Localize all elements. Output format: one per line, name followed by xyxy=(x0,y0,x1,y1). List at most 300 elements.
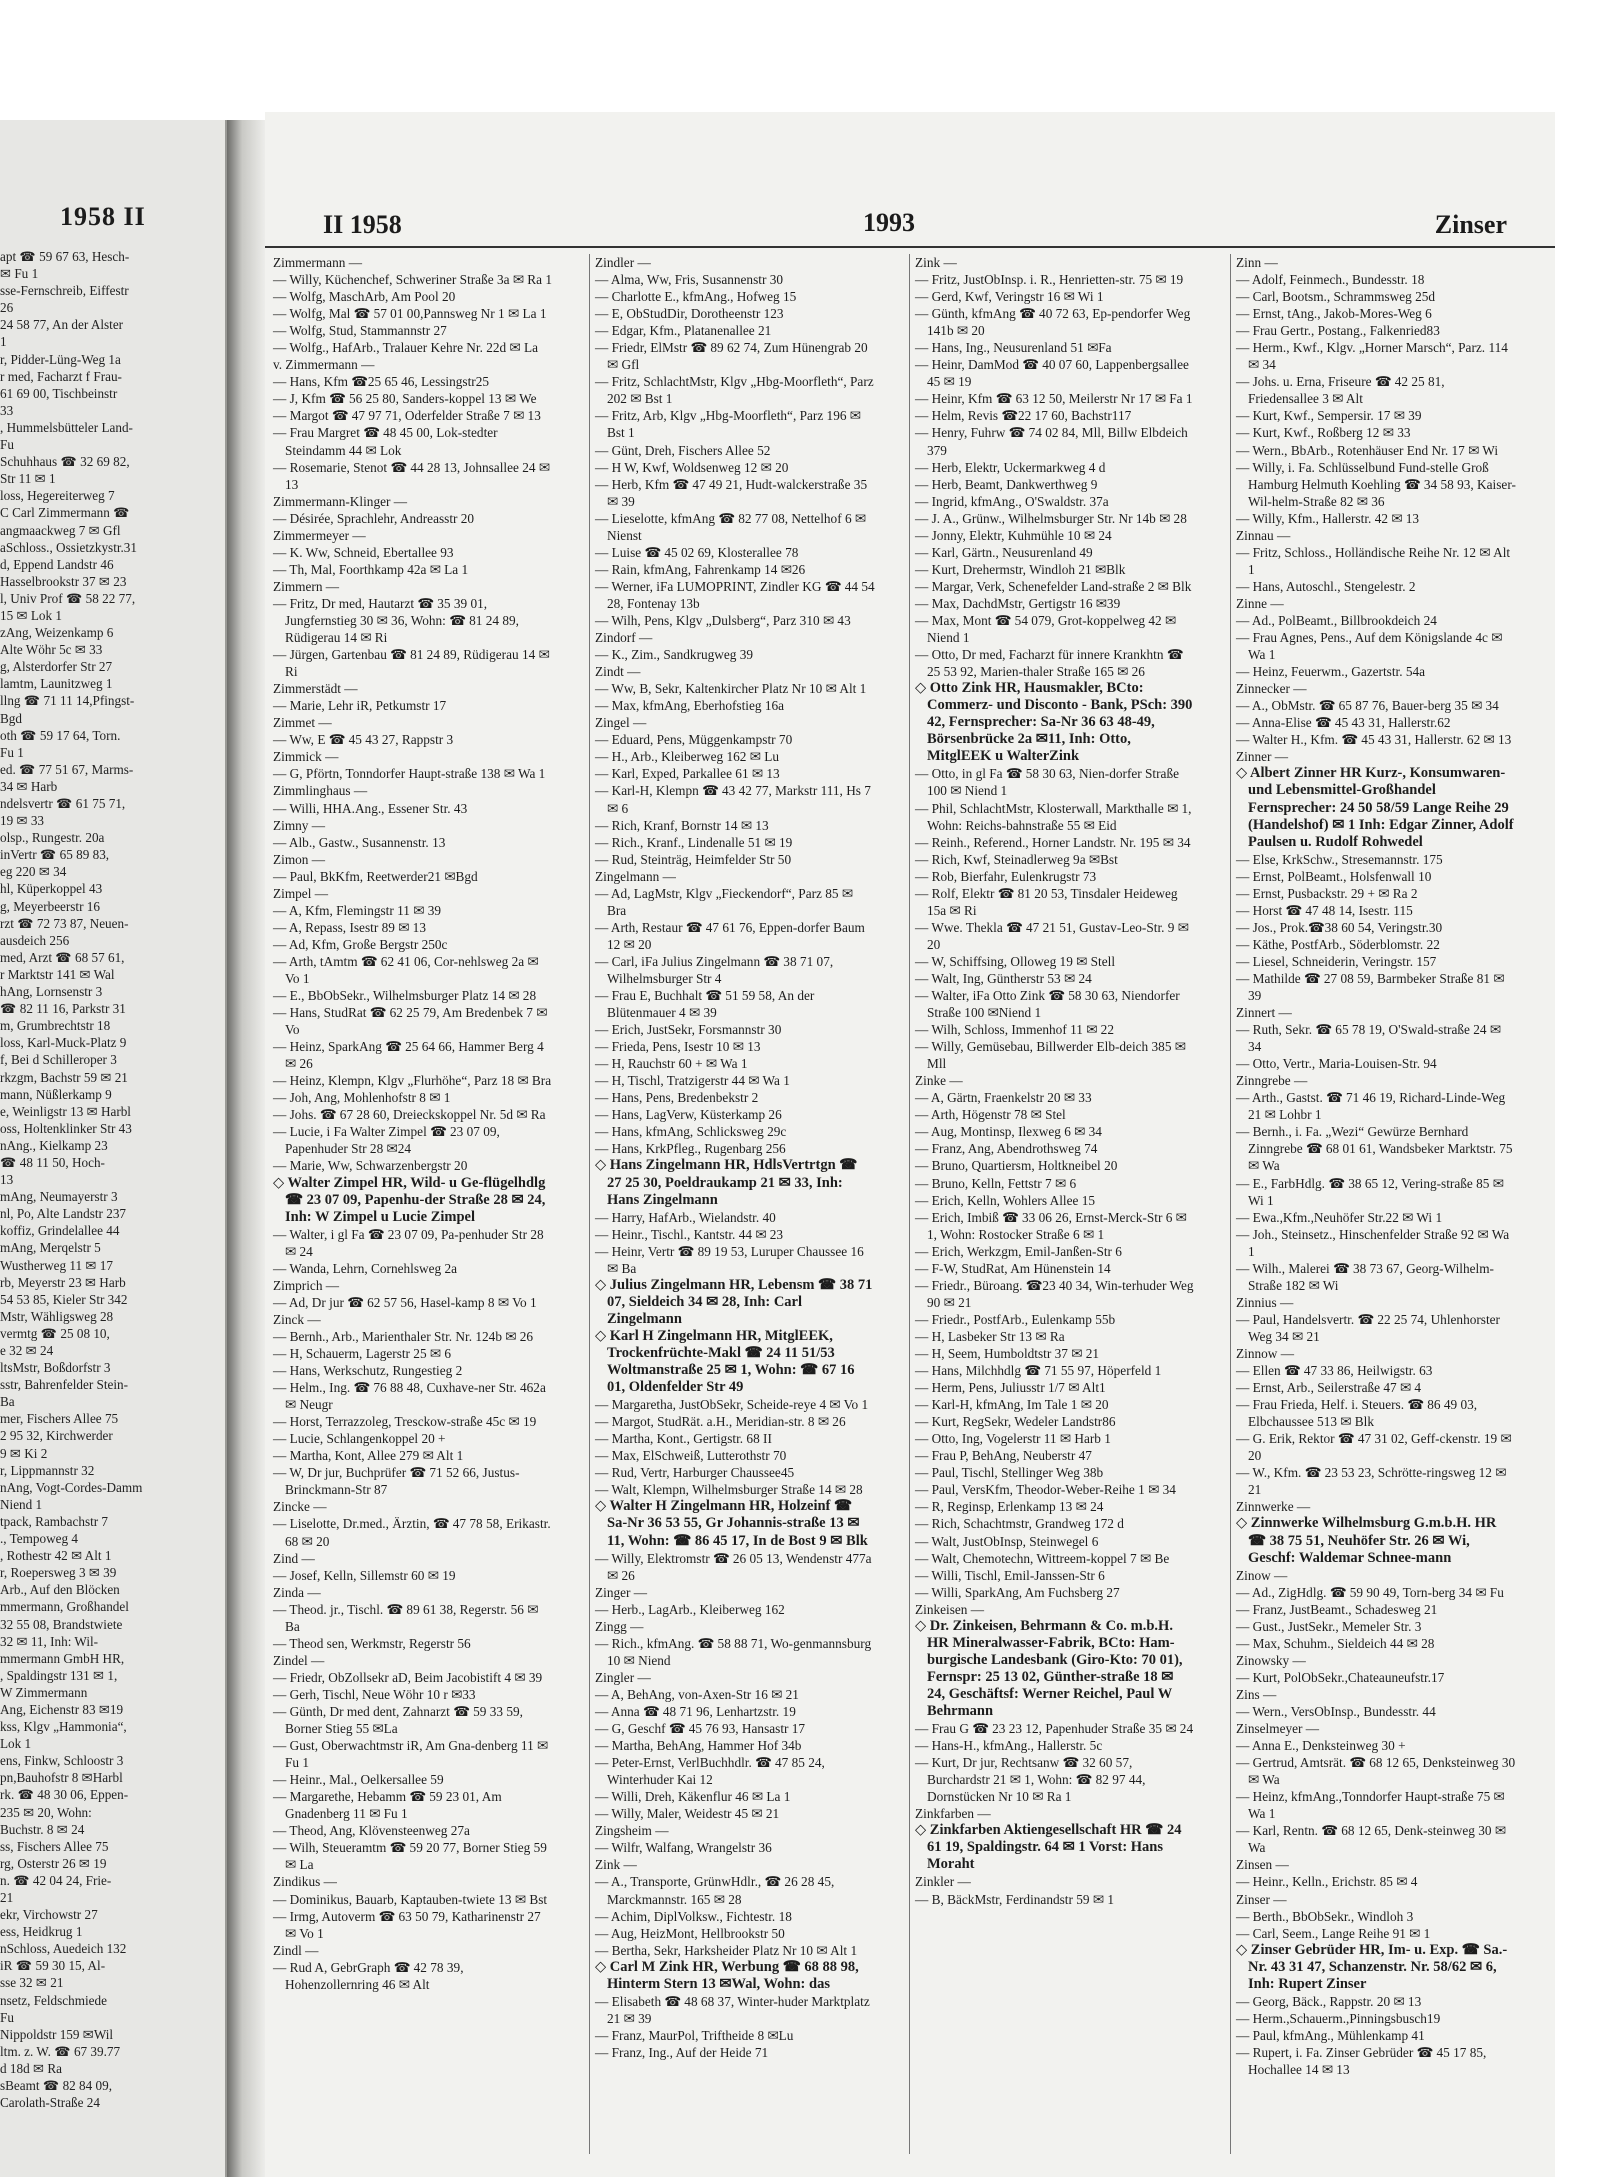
directory-entry: — Arth, tAmtm ☎ 62 41 06, Cor-nehlsweg 2a ✉ Vo 1 xyxy=(273,953,542,986)
left-page-line: r, Roepersweg 3 ✉ 39 xyxy=(0,1565,117,1581)
left-page-line: ., Tempoweg 4 xyxy=(0,1531,78,1547)
left-page-line: Mstr, Wähligsweg 28 xyxy=(0,1308,114,1324)
surname-heading: Zimon — xyxy=(273,851,326,867)
directory-entry: — Margot, StudRät. a.H., Meridian-str. 8 ✉ 26 xyxy=(595,1414,846,1430)
directory-entry: — Theod. jr., Tischl. ☎ 89 61 38, Regerstr. 56 ✉ Ba xyxy=(273,1601,542,1634)
left-page-line: 33 xyxy=(0,402,14,418)
directory-entry: — Fritz, Dr med, Hautarzt ☎ 35 39 01, Jungfernstieg 30 ✉ 36, Wohn: ☎ 81 24 89, Rüdigerau 14 ✉ Ri xyxy=(273,595,523,646)
left-page-line: hl, Küperkoppel 43 xyxy=(0,881,103,897)
directory-entry: — H, Schauerm, Lagerstr 25 ✉ 6 xyxy=(273,1346,452,1361)
directory-entry: — Alb., Gastw., Susannenstr. 13 xyxy=(273,834,446,850)
directory-entry: — Ad., ZigHdlg. ☎ 59 90 49, Torn-berg 34 ✉ Fu xyxy=(1236,1584,1504,1600)
left-page-line: ltsMstr, Boßdorfstr 3 xyxy=(0,1360,111,1376)
left-page-line: mmermann GmbH HR, xyxy=(0,1650,125,1666)
left-page-line: eg 220 ✉ 34 xyxy=(0,864,67,880)
directory-entry: — Ernst, Pusbackstr. 29 + ✉ Ra 2 xyxy=(1236,885,1418,901)
directory-entry: — Karl-H, kfmAng, Im Tale 1 ✉ 20 xyxy=(915,1397,1109,1413)
surname-heading: Zimmermann — xyxy=(273,255,362,270)
left-page-line: C Carl Zimmermann ☎ xyxy=(0,505,130,521)
directory-entry: — H W, Kwf, Woldsenweg 12 ✉ 20 xyxy=(595,459,789,475)
directory-entry: ◇ Dr. Zinkeisen, Behrmann & Co. m.b.H. HR Mineralwasser-Fabrik, BCto: Ham-burgische Landesbank (Giro-Kto: 70 01), Fernspr: 25 13 02, Günther-straße 18 ✉ 24, Geschäftsf: Werner Reichel, Paul W Behrmann xyxy=(915,1617,1187,1719)
directory-entry: — Hans, Milchhdlg ☎ 71 55 97, Höperfeld 1 xyxy=(915,1363,1162,1379)
surname-heading: Zinnert — xyxy=(1236,1005,1292,1021)
directory-entry: — Ernst, Arb., Seilerstraße 47 ✉ 4 xyxy=(1236,1380,1422,1396)
surname-heading: Zink — xyxy=(595,1857,637,1873)
directory-entry: — Erich, JustSekr, Forsmannstr 30 xyxy=(595,1022,782,1038)
directory-entry: — Rich, Kranf, Bornstr 14 ✉ 13 xyxy=(595,817,769,833)
surname-heading: Zimmerstädt — xyxy=(273,681,358,697)
directory-entry: — Paul, VersKfm, Theodor-Weber-Reihe 1 ✉ 34 xyxy=(915,1482,1176,1498)
directory-entry: ◇ Zinkfarben Aktiengesellschaft HR ☎ 24 61 19, Spaldingstr. 64 ✉ 1 Vorst: Hans Moraht xyxy=(915,1822,1186,1873)
directory-entry: — Erich, Imbiß ☎ 33 06 26, Ernst-Merck-Str 6 ✉ 1, Wohn: Rostocker Straße 6 ✉ 1 xyxy=(915,1209,1191,1242)
directory-entry: — Frau G ☎ 23 23 12, Papenhuder Straße 35 ✉ 24 xyxy=(915,1721,1194,1737)
directory-entry: — Willy, Maler, Weidestr 45 ✉ 21 xyxy=(595,1806,780,1822)
left-page-line: tpack, Rambachstr 7 xyxy=(0,1513,109,1529)
directory-entry: — Käthe, PostfArb., Söderblomstr. 22 xyxy=(1236,936,1440,952)
directory-entry: — Heinz, Klempn, Klgv „Flurhöhe“, Parz 18 ✉ Bra xyxy=(273,1073,552,1089)
left-page-line: rg, Osterstr 26 ✉ 19 xyxy=(0,1855,107,1871)
directory-entry: — Wern., BbArb., Rotenhäuser End Nr. 17 ✉ Wi xyxy=(1236,442,1499,458)
left-page-line: e, Weinligstr 13 ✉ Harbl xyxy=(0,1103,131,1119)
directory-entry: — Ad, Dr jur ☎ 62 57 56, Hasel-kamp 8 ✉ Vo 1 xyxy=(273,1294,537,1310)
left-page-line: Fu xyxy=(0,2009,14,2025)
directory-entry: — Heinz, SparkAng ☎ 25 64 66, Hammer Berg 4 ✉ 26 xyxy=(273,1039,548,1072)
directory-entry: — Rud A, GebrGraph ☎ 42 78 39, Hohenzollernring 46 ✉ Alt xyxy=(273,1959,467,1992)
directory-entry: — Kurt, Dr jur, Rechtsanw ☎ 32 60 57, Burchardstr 21 ✉ 1, Wohn: ☎ 82 97 44, Dornstücken Nr 10 ✉ Ra 1 xyxy=(915,1755,1149,1805)
directory-entry: — Theod, Ang, Klövensteenweg 27a xyxy=(273,1823,470,1839)
left-page-line: Arb., Auf den Blöcken xyxy=(0,1582,120,1598)
left-page-line: sstr, Bahrenfelder Stein- xyxy=(0,1377,129,1393)
left-page-line: ed. ☎ 77 51 67, Marms- xyxy=(0,761,134,777)
surname-heading: Zingsheim — xyxy=(595,1823,669,1839)
directory-entry: — Charlotte E., kfmAng., Hofweg 15 xyxy=(595,289,797,305)
directory-entry: — Rosemarie, Stenot ☎ 44 28 13, Johnsallee 24 ✉ 13 xyxy=(273,459,554,492)
directory-entry: — Karl, Rentn. ☎ 68 12 65, Denk-steinweg 30 ✉ Wa xyxy=(1236,1823,1510,1856)
directory-entry: — Hans, Kfm ☎25 65 46, Lessingstr25 xyxy=(273,374,490,390)
directory-entry: — Willi, SparkAng, Am Fuchsberg 27 xyxy=(915,1584,1120,1600)
directory-entry: — Otto, Vertr., Maria-Louisen-Str. 94 xyxy=(1236,1056,1437,1072)
left-page-line: Str 11 ✉ 1 xyxy=(0,471,56,487)
left-page-line: Schuhhaus ☎ 32 69 82, xyxy=(0,454,130,470)
directory-entry: — Paul, Tischl, Stellinger Weg 38b xyxy=(915,1465,1104,1481)
left-page-line: rb, Meyerstr 23 ✉ Harb xyxy=(0,1274,126,1290)
directory-entry: ◇ Julius Zingelmann HR, Lebensm ☎ 38 71 07, Sieldeich 34 ✉ 28, Inh: Carl Zingelmann xyxy=(595,1276,876,1327)
left-page-line: e 32 ✉ 24 xyxy=(0,1343,54,1358)
directory-entry: ◇ Zinser Gebrüder HR, Im- u. Exp. ☎ Sa.-Nr. 43 31 47, Schanzenstr. Nr. 58/62 ✉ 6, Inh: Rupert Zinser xyxy=(1236,1941,1508,1992)
left-page-line: iR ☎ 59 30 15, Al- xyxy=(0,1958,106,1974)
surname-heading: Zingel — xyxy=(595,715,647,731)
directory-entry: — Désirée, Sprachlehr, Andreasstr 20 xyxy=(273,510,475,526)
left-page-line: d 18d ✉ Ra xyxy=(0,2060,62,2076)
directory-entry: — Wilfr, Walfang, Wrangelstr 36 xyxy=(595,1840,772,1856)
left-page-line: 2 95 32, Kirchwerder xyxy=(0,1428,113,1444)
directory-entry: — Friedr., Büroang. ☎23 40 34, Win-terhuder Weg 90 ✉ 21 xyxy=(915,1277,1197,1310)
directory-entry: ◇ Walter Zimpel HR, Wild- u Ge-flügelhdlg ☎ 23 07 09, Papenhu-der Straße 28 ✉ 24, Inh: W Zimpel u Lucie Zimpel xyxy=(273,1174,549,1225)
directory-entry: — Bernh., Arb., Marienthaler Str. Nr. 124b ✉ 26 xyxy=(273,1328,534,1344)
directory-entry: ◇ Walter H Zingelmann HR, Holzeinf ☎ Sa-Nr 36 53 55, Gr Johannis-straße 13 ✉11, Wohn: ☎ 86 45 17, In de Bost 9 ✉ Blk xyxy=(595,1498,868,1549)
surname-heading: Zinck — xyxy=(273,1311,321,1327)
surname-heading: Zinn — xyxy=(1236,255,1278,270)
directory-entry: — Erich, Werkzgm, Emil-Janßen-Str 6 xyxy=(915,1243,1122,1259)
left-page-line: mer, Fischers Allee 75 xyxy=(0,1411,119,1427)
directory-entry: — Heinr., Kelln., Erichstr. 85 ✉ 4 xyxy=(1236,1874,1418,1890)
directory-entry: ◇ Hans Zingelmann HR, HdlsVertrtgn ☎ 27 25 30, Poeldraukamp 21 ✉ 33, Inh: Hans Zingelmann xyxy=(595,1157,861,1208)
directory-entry: — Willy, Elektromstr ☎ 26 05 13, Wendenstr 477a ✉ 26 xyxy=(595,1550,875,1583)
directory-entry: — Rich, Kwf, Steinadlerweg 9a ✉Bst xyxy=(915,851,1118,867)
directory-entry: — Hans, kfmAng, Schlicksweg 29c xyxy=(595,1124,787,1140)
surname-heading: Zinkeisen — xyxy=(915,1601,985,1617)
left-page-line: lamtm, Launitzweg 1 xyxy=(0,676,113,692)
directory-entry: — Franz, Ang, Abendrothsweg 74 xyxy=(915,1141,1098,1157)
directory-entry: — H, Tischl, Tratzigerstr 44 ✉ Wa 1 xyxy=(595,1073,790,1089)
directory-entry: — J. A., Grünw., Wilhelmsburger Str. Nr 14b ✉ 28 xyxy=(915,510,1187,526)
directory-entry: — Alma, Ww, Fris, Susannenstr 30 xyxy=(595,272,783,288)
left-page-line: olsp., Rungestr. 20a xyxy=(0,830,105,846)
left-page-line: inVertr ☎ 65 89 83, xyxy=(0,847,110,863)
directory-entry: — Walt, JustObInsp, Steinwegel 6 xyxy=(915,1533,1099,1549)
directory-entry: — Willy, i. Fa. Schlüsselbund Fund-stelle Groß Hamburg Helmuth Koehling ☎ 34 58 93, Kaiser-Wil-helm-Straße 82 ✉ 36 xyxy=(1236,459,1516,509)
directory-entry: — Georg, Bäck., Rappstr. 20 ✉ 13 xyxy=(1236,1993,1422,2009)
directory-entry: — Kurt, Kwf., Roßberg 12 ✉ 33 xyxy=(1236,425,1411,441)
directory-entry: — Karl, Exped, Parkallee 61 ✉ 13 xyxy=(595,766,780,782)
directory-entry: — W., Kfm. ☎ 23 53 23, Schrötte-ringsweg 12 ✉ 21 xyxy=(1236,1465,1510,1498)
left-page-line: angmaackweg 7 ✉ Gfl xyxy=(0,522,121,538)
left-page-line: d, Eppend Landstr 46 xyxy=(0,556,114,572)
left-page-line: g, Alsterdorfer Str 27 xyxy=(0,659,113,675)
left-page-line: Alte Wöhr 5c ✉ 33 xyxy=(0,642,103,658)
directory-entry: — Carl, Seem., Lange Reihe 91 ✉ 1 xyxy=(1236,1925,1431,1941)
directory-entry: — Herm, Pens, Juliusstr 1/7 ✉ Alt1 xyxy=(915,1380,1106,1396)
directory-entry: — Frau P, BehAng, Neuberstr 47 xyxy=(915,1448,1092,1464)
left-page-line: oss, Holtenklinker Str 43 xyxy=(0,1120,132,1136)
directory-entry: — Walt, Ing, Güntherstr 53 ✉ 24 xyxy=(915,970,1092,986)
directory-entry: — Wolfg, MaschArb, Am Pool 20 xyxy=(273,289,456,305)
surname-heading: Zinnau — xyxy=(1236,527,1291,543)
directory-entry: — Bernh., i. Fa. „Wezi“ Gewürze Bernhard Zinngrebe ☎ 68 01 61, Wandsbeker Marktstr. 75 ✉ Wa xyxy=(1236,1124,1516,1174)
directory-entry: — Lucie, Schlangenkoppel 20 + xyxy=(273,1431,446,1447)
left-page-line: 235 ✉ 20, Wohn: xyxy=(0,1804,92,1820)
directory-entry: — Th, Mal, Foorthkamp 42a ✉ La 1 xyxy=(273,561,469,577)
directory-entry: ◇ Otto Zink HR, Hausmakler, BCto: Commerz- und Disconto - Bank, PSch: 390 42, Fernsprecher: Sa-Nr 36 63 48-49, Börsenbrücke 2a ✉11, Inh: Otto, MitglEEK u WalterZink xyxy=(915,680,1197,765)
left-page-line: ✉ Fu 1 xyxy=(0,266,39,282)
directory-entry: — Paul, BkKfm, Reetwerder21 ✉Bgd xyxy=(273,868,478,884)
directory-entry: — Gust., JustSekr., Memeler Str. 3 xyxy=(1236,1618,1422,1634)
directory-entry: — Otto, Ing, Vogelerstr 11 ✉ Harb 1 xyxy=(915,1431,1111,1447)
directory-entry: — Arth, Högenstr 78 ✉ Stel xyxy=(915,1107,1066,1123)
directory-entry: — Herm., Kwf., Klgv. „Horner Marsch“, Parz. 114 ✉ 34 xyxy=(1236,340,1512,373)
surname-heading: Zinnow — xyxy=(1236,1346,1294,1361)
directory-entry: — Kurt, PolObSekr.,Chateauneufstr.17 xyxy=(1236,1669,1445,1685)
directory-column-4 xyxy=(1230,254,1519,2154)
directory-entry: — Fritz, SchlachtMstr, Klgv „Hbg-Moorfleth“, Parz 202 ✉ Bst 1 xyxy=(595,374,877,407)
left-page-line: mmermann, Großhandel xyxy=(0,1599,129,1615)
directory-entry: — Margot ☎ 47 97 71, Oderfelder Straße 7 ✉ 13 xyxy=(273,408,541,424)
surname-heading: Zingelmann — xyxy=(595,868,676,884)
directory-entry: — Hans, Werkschutz, Rungestieg 2 xyxy=(273,1363,463,1379)
left-page-line: Fu 1 xyxy=(0,744,24,760)
surname-heading: Zinselmeyer — xyxy=(1236,1721,1320,1737)
left-page-line: , Rothestr 42 ✉ Alt 1 xyxy=(0,1548,112,1564)
directory-entry: — Franz, Ing., Auf der Heide 71 xyxy=(595,2044,769,2060)
directory-entry: — Franz, JustBeamt., Schadesweg 21 xyxy=(1236,1601,1438,1617)
directory-entry: — Rain, kfmAng, Fahrenkamp 14 ✉26 xyxy=(595,561,806,577)
directory-entry: — Günth, Dr med dent, Zahnarzt ☎ 59 33 59, Borner Stieg 55 ✉La xyxy=(273,1703,527,1737)
directory-entry: — Heinr, Vertr ☎ 89 19 53, Luruper Chaussee 16 ✉ Ba xyxy=(595,1243,868,1276)
directory-entry: ◇ Zinnwerke Wilhelmsburg G.m.b.H. HR ☎ 38 75 51, Neuhöfer Str. 26 ✉ Wi, Geschf: Waldemar Schnee-mann xyxy=(1236,1515,1500,1566)
directory-entry: — Jonny, Elektr, Kuhmühle 10 ✉ 24 xyxy=(915,527,1112,543)
left-page-line: koffiz, Grindelallee 44 xyxy=(0,1223,120,1239)
surname-heading: Zinowsky — xyxy=(1236,1652,1306,1668)
left-page-line: ausdeich 256 xyxy=(0,932,70,948)
directory-entry: — Kurt, Kwf., Sempersir. 17 ✉ 39 xyxy=(1236,408,1422,424)
left-page-line: Buchstr. 8 ✉ 24 xyxy=(0,1821,85,1837)
directory-entry: — Wolfg, Mal ☎ 57 01 00,Pannsweg Nr 1 ✉ La 1 xyxy=(273,306,547,322)
directory-column-2 xyxy=(589,254,878,2154)
directory-entry: — Wilh., Malerei ☎ 38 73 67, Georg-Wilhelm-Straße 182 ✉ Wi xyxy=(1236,1260,1494,1293)
directory-entry: — Bruno, Kelln, Fettstr 7 ✉ 6 xyxy=(915,1175,1077,1191)
directory-entry: — A, Gärtn, Fraenkelstr 20 ✉ 33 xyxy=(915,1090,1092,1106)
directory-entry: — Bruno, Quartiersm, Holtkneibel 20 xyxy=(915,1158,1118,1174)
surname-heading: Zimmermann-Klinger — xyxy=(273,493,408,509)
directory-entry: ◇ Albert Zinner HR Kurz-, Konsumwaren- und Lebensmittel-Großhandel Fernsprecher: 24 50 58/59 Lange Reihe 29 (Handelshof) ✉ 1 Inh: Edgar Zinner, Adolf Paulsen u. Rudolf Rohwedel xyxy=(1236,765,1518,850)
directory-entry: — Ellen ☎ 47 33 86, Heilwigstr. 63 xyxy=(1236,1363,1433,1379)
directory-entry: — Friedr., PostfArb., Eulenkamp 55b xyxy=(915,1311,1116,1327)
directory-entry: — Kurt, RegSekr, Wedeler Landstr86 xyxy=(915,1414,1116,1430)
directory-entry: — Ww, E ☎ 45 43 27, Rappstr 3 xyxy=(273,732,454,748)
left-page-fragment xyxy=(0,120,227,2177)
directory-entry: — Helm, Revis ☎22 17 60, Bachstr117 xyxy=(915,408,1132,424)
directory-entry: — A, Repass, Isestr 89 ✉ 13 xyxy=(273,919,426,935)
surname-heading: Zinser — xyxy=(1236,1891,1287,1907)
left-page-line: rk. ☎ 48 30 06, Eppen- xyxy=(0,1787,129,1803)
left-page-line: rzt ☎ 72 73 87, Neuen- xyxy=(0,915,129,931)
directory-entry: — Rud, Steinträg, Heimfelder Str 50 xyxy=(595,851,792,867)
directory-entry: — Luise ☎ 45 02 69, Klosterallee 78 xyxy=(595,544,799,560)
directory-entry: — Theod sen, Werkmstr, Regerstr 56 xyxy=(273,1635,471,1651)
directory-entry: — E, ObStudDir, Dorotheenstr 123 xyxy=(595,306,784,322)
left-page-line: mann, Nüßlerkamp 9 xyxy=(0,1086,112,1102)
surname-heading: Zinngrebe — xyxy=(1236,1073,1308,1089)
directory-entry: — Frau Agnes, Pens., Auf dem Königslande 4c ✉ Wa 1 xyxy=(1236,630,1506,663)
directory-entry: — Gerh, Tischl, Neue Wöhr 10 r ✉33 xyxy=(273,1686,476,1702)
directory-entry: — Joh., Steinsetz., Hinschenfelder Straße 92 ✉ Wa 1 xyxy=(1236,1226,1513,1259)
directory-entry: — Martha, Kont., Gertigstr. 68 II xyxy=(595,1431,772,1447)
left-page-line: pn,Bauhofstr 8 ✉Harbl xyxy=(0,1770,123,1786)
surname-heading: Zinow — xyxy=(1236,1567,1288,1583)
left-page-line: kss, Klgv „Hammonia“, xyxy=(0,1719,127,1735)
left-page-line: zAng, Weizenkamp 6 xyxy=(0,625,114,641)
directory-entry: — Irmg, Autoverm ☎ 63 50 79, Katharinenstr 27 ✉ Vo 1 xyxy=(273,1908,545,1941)
left-page-line: llng ☎ 71 11 14,Pfingst- xyxy=(0,693,135,709)
surname-heading: Zincke — xyxy=(273,1499,327,1515)
surname-heading: Zindler — xyxy=(595,255,651,270)
directory-entry: — Walter, i gl Fa ☎ 23 07 09, Pa-penhuder Str 28 ✉ 24 xyxy=(273,1226,547,1259)
directory-entry: — Josef, Kelln, Sillemstr 60 ✉ 19 xyxy=(273,1567,456,1583)
directory-entry: — Phil, SchlachtMstr, Klosterwall, Markthalle ✉ 1, Wohn: Reichs-bahnstraße 55 ✉ Eid xyxy=(915,800,1195,833)
surname-heading: Zingler — xyxy=(595,1669,651,1685)
left-page-line: loss, Karl-Muck-Platz 9 xyxy=(0,1035,127,1051)
left-page-line: ☎ 48 11 50, Hoch- xyxy=(0,1154,105,1170)
left-page-line: Wustherweg 11 ✉ 17 xyxy=(0,1257,113,1273)
directory-entry: — Fritz, Schloss., Holländische Reihe Nr. 12 ✉ Alt 1 xyxy=(1236,544,1514,577)
directory-entry: — Karl-H, Klempn ☎ 43 42 77, Markstr 111, Hs 7 ✉ 6 xyxy=(595,783,875,816)
left-page-header: 1958 II xyxy=(60,202,146,231)
directory-entry: — B, BäckMstr, Ferdinandstr 59 ✉ 1 xyxy=(915,1891,1114,1907)
directory-entry: — Anna ☎ 48 71 96, Lenhartzstr. 19 xyxy=(595,1703,796,1719)
directory-entry: — Franz, MaurPol, Triftheide 8 ✉Lu xyxy=(595,2027,794,2043)
directory-entry: — Wwe. Thekla ☎ 47 21 51, Gustav-Leo-Str. 9 ✉ 20 xyxy=(915,919,1193,952)
directory-entry: — H, Rauchstr 60 + ✉ Wa 1 xyxy=(595,1056,748,1072)
left-page-line: 9 ✉ Ki 2 xyxy=(0,1445,48,1461)
directory-entry: — Harry, HafArb., Wielandstr. 40 xyxy=(595,1209,776,1225)
left-page-line: nSchloss, Auedeich 132 xyxy=(0,1941,127,1957)
left-page-line: r Marktstr 141 ✉ Wal xyxy=(0,966,115,982)
directory-entry: — Heinr, Kfm ☎ 63 12 50, Meilerstr Nr 17 ✉ Fa 1 xyxy=(915,391,1193,407)
left-page-line: aSchloss., Ossietzkystr.31 xyxy=(0,539,137,555)
left-page-line: 21 xyxy=(0,1890,14,1905)
directory-entry: — Wanda, Lehrn, Cornehlsweg 2a xyxy=(273,1260,458,1276)
directory-entry: — Elisabeth ☎ 48 68 37, Winter-huder Marktplatz 21 ✉ 39 xyxy=(595,1993,874,2026)
directory-entry: — Eduard, Pens, Müggenkampstr 70 xyxy=(595,732,793,748)
left-page-line: rkzgm, Bachstr 59 ✉ 21 xyxy=(0,1069,128,1085)
directory-entry: — Rupert, i. Fa. Zinser Gebrüder ☎ 45 17 85, Hochallee 14 ✉ 13 xyxy=(1236,2044,1490,2077)
directory-entry: — Rich., Kranf., Lindenalle 51 ✉ 19 xyxy=(595,834,793,850)
surname-heading: Zins — xyxy=(1236,1686,1277,1702)
surname-heading: Zindel — xyxy=(273,1652,325,1668)
directory-entry: — Fritz, JustObInsp. i. R., Henrietten-str. 75 ✉ 19 xyxy=(915,272,1184,288)
directory-entry: ◇ Carl M Zink HR, Werbung ☎ 68 88 98, Hinterm Stern 13 ✉Wal, Wohn: das xyxy=(595,1958,863,1992)
directory-entry: — Max, kfmAng, Eberhofstieg 16a xyxy=(595,698,785,714)
directory-entry: — Kurt, Drehermstr, Windloh 21 ✉Blk xyxy=(915,561,1126,577)
left-page-line: ess, Heidkrug 1 xyxy=(0,1924,83,1940)
directory-entry: — Max, ElSchweiß, Lutterothstr 70 xyxy=(595,1448,787,1464)
surname-heading: Zimmermeyer — xyxy=(273,527,366,543)
directory-entry: — Anna-Elise ☎ 45 43 31, Hallerstr.62 xyxy=(1236,715,1451,731)
directory-entry: — Adolf, Feinmech., Bundesstr. 18 xyxy=(1236,272,1425,288)
left-page-line: vermtg ☎ 25 08 10, xyxy=(0,1325,110,1341)
directory-entry: — Willi, Dreh, Käkenflur 46 ✉ La 1 xyxy=(595,1789,791,1805)
directory-entry: — A, Kfm, Flemingstr 11 ✉ 39 xyxy=(273,902,441,918)
directory-entry: — Wilh, Steueramtm ☎ 59 20 77, Borner Stieg 59 ✉ La xyxy=(273,1840,551,1873)
left-page-line: apt ☎ 59 67 63, Hesch- xyxy=(0,249,130,264)
surname-heading: Zinne — xyxy=(1236,595,1284,611)
surname-heading: Zimmick — xyxy=(273,749,339,765)
directory-entry: — Frieda, Pens, Isestr 10 ✉ 13 xyxy=(595,1039,761,1055)
directory-entry: — F-W, StudRat, Am Hünenstein 14 xyxy=(915,1260,1111,1276)
surname-heading: Zimprich — xyxy=(273,1277,340,1293)
directory-entry: — G, Geschf ☎ 45 76 93, Hansastr 17 xyxy=(595,1721,806,1737)
directory-entry: — Aug, Montinsp, Ilexweg 6 ✉ 34 xyxy=(915,1124,1102,1140)
directory-entry: — Henry, Fuhrw ☎ 74 02 84, Mll, Billw Elbdeich 379 xyxy=(915,425,1192,458)
left-page-line: 1 xyxy=(0,334,7,350)
directory-entry: — Ad, Kfm, Große Bergstr 250c xyxy=(273,936,448,952)
left-page-line: r, Pidder-Lüng-Weg 1a xyxy=(0,351,121,367)
page-number: 1993 xyxy=(863,208,915,237)
directory-entry: — Horst, Terrazzoleg, Tresckow-straße 45c ✉ 19 xyxy=(273,1414,537,1430)
directory-entry: — Heinr., Mal., Oelkersallee 59 xyxy=(273,1772,444,1788)
directory-entry: — Willy, Gemüsebau, Billwerder Elb-deich 385 ✉ Mll xyxy=(915,1039,1190,1072)
directory-entry: — Friedr, ObZollsekr aD, Beim Jacobistift 4 ✉ 39 xyxy=(273,1669,543,1685)
directory-entry: — Hans-H., kfmAng., Hallerstr. 5c xyxy=(915,1738,1103,1754)
directory-entry: — Willi, HHA.Ang., Essener Str. 43 xyxy=(273,800,468,816)
directory-entry: — Ad, LagMstr, Klgv „Fieckendorf“, Parz 85 ✉ Bra xyxy=(595,885,857,918)
left-page-line: Ba xyxy=(0,1394,15,1410)
directory-entry: — Else, KrkSchw., Stresemannstr. 175 xyxy=(1236,851,1443,867)
surname-heading: Zimny — xyxy=(273,817,326,833)
directory-entry: — A., ObMstr. ☎ 65 87 76, Bauer-berg 35 ✉ 34 xyxy=(1236,698,1499,714)
left-page-line: 26 xyxy=(0,300,14,316)
directory-entry: — Martha, Kont, Allee 279 ✉ Alt 1 xyxy=(273,1448,464,1464)
directory-entry: — Berth., BbObSekr., Windloh 3 xyxy=(1236,1908,1414,1924)
directory-entry: — Frau Gertr., Postang., Falkenried83 xyxy=(1236,323,1440,339)
left-page-line: n. ☎ 42 04 24, Frie- xyxy=(0,1872,112,1888)
directory-page xyxy=(265,112,1555,2177)
left-page-line: Carolath-Straße 24 xyxy=(0,2095,100,2111)
directory-entry: — Gerd, Kwf, Veringstr 16 ✉ Wi 1 xyxy=(915,289,1104,305)
directory-entry: — Heinr., Tischl., Kantstr. 44 ✉ 23 xyxy=(595,1226,784,1242)
directory-entry: — R, Reginsp, Erlenkamp 13 ✉ 24 xyxy=(915,1499,1104,1515)
directory-column-3 xyxy=(909,254,1195,2154)
directory-entry: — Peter-Ernst, VerlBuchhdlr. ☎ 47 85 24, Winterhuder Kai 12 xyxy=(595,1755,828,1788)
page-header-keyword: Zinser xyxy=(1434,210,1507,239)
directory-entry: — Jürgen, Gartenbau ☎ 81 24 89, Rüdigerau 14 ✉ Ri xyxy=(273,647,554,680)
directory-entry: — Werner, iFa LUMOPRINT, Zindler KG ☎ 44 54 28, Fontenay 13b xyxy=(595,578,878,611)
directory-entry: — H, Seem, Humboldtstr 37 ✉ 21 xyxy=(915,1346,1099,1361)
directory-column-1 xyxy=(268,254,553,2154)
directory-entry: — Heinz, Feuerwm., Gazertstr. 54a xyxy=(1236,664,1426,680)
directory-entry: — Heinz, kfmAng.,Tonndorfer Haupt-straße 75 ✉ Wa 1 xyxy=(1236,1789,1508,1822)
directory-entry: — Hans, KrkPfleg., Rugenbarg 256 xyxy=(595,1141,786,1157)
directory-entry: — Liselotte, Dr.med., Ärztin, ☎ 47 78 58, Erikastr. 68 ✉ 20 xyxy=(273,1516,554,1549)
surname-heading: Zinger — xyxy=(595,1584,648,1600)
surname-heading: Zinke — xyxy=(915,1073,963,1089)
directory-entry: — Paul, kfmAng., Mühlenkamp 41 xyxy=(1236,2027,1425,2043)
directory-entry: — Ernst, tAng., Jakob-Mores-Weg 6 xyxy=(1236,306,1432,322)
left-page-line: ens, Finkw, Schloostr 3 xyxy=(0,1753,124,1769)
directory-entry: — Hans, Ing., Neusurenland 51 ✉Fa xyxy=(915,340,1112,356)
directory-entry: — Max, DachdMstr, Gertigstr 16 ✉39 xyxy=(915,595,1121,611)
directory-entry: — Paul, Handelsvertr. ☎ 22 25 74, Uhlenhorster Weg 34 ✉ 21 xyxy=(1236,1311,1504,1344)
surname-heading: Zind — xyxy=(273,1550,315,1566)
surname-heading: Zingg — xyxy=(595,1618,644,1634)
directory-entry: — K., Zim., Sandkrugweg 39 xyxy=(595,647,754,663)
directory-entry: — Lucie, i Fa Walter Zimpel ☎ 23 07 09, Papenhuder Str 28 ✉24 xyxy=(273,1124,504,1157)
directory-entry: — Herm.,Schauerm.,Pinningsbusch19 xyxy=(1236,2010,1441,2026)
directory-entry: — Karl, Gärtn., Neusurenland 49 xyxy=(915,544,1093,560)
directory-entry: — Helm., Ing. ☎ 76 88 48, Cuxhave-ner Str. 462a ✉ Neugr xyxy=(273,1380,550,1413)
left-page-line: , Spaldingstr 131 ✉ 1, xyxy=(0,1667,118,1683)
left-page-line: ☎ 82 11 16, Parkstr 31 xyxy=(0,1001,126,1017)
directory-entry: — E., BbObSekr., Wilhelmsburger Platz 14 ✉ 28 xyxy=(273,988,537,1004)
directory-entry: — A., Transporte, GrünwHdlr., ☎ 26 28 45, Marckmannstr. 165 ✉ 28 xyxy=(595,1874,838,1907)
left-page-line: Hasselbrookstr 37 ✉ 23 xyxy=(0,573,127,589)
directory-entry: — Mathilde ☎ 27 08 59, Barmbeker Straße 81 ✉ 39 xyxy=(1236,970,1508,1004)
left-page-line: 19 ✉ 33 xyxy=(0,813,45,829)
left-page-line: Ang, Eichenstr 83 ✉19 xyxy=(0,1701,124,1717)
directory-entry: — Johs. u. Erna, Friseure ☎ 42 25 81, Friedensallee 3 ✉ Alt xyxy=(1236,374,1448,407)
directory-entry: — Margar, Verk, Schenefelder Land-straße 2 ✉ Blk xyxy=(915,578,1192,594)
left-page-line: , Hummelsbütteler Land- xyxy=(0,419,133,435)
directory-entry: — Johs. ☎ 67 28 60, Dreieckskoppel Nr. 5d ✉ Ra xyxy=(273,1107,546,1123)
surname-heading: Zindorf — xyxy=(595,630,653,646)
directory-entry: — Dominikus, Bauarb, Kaptauben-twiete 13 ✉ Bst xyxy=(273,1891,548,1907)
directory-entry: — W, Schiffsing, Olloweg 19 ✉ Stell xyxy=(915,953,1116,969)
surname-heading: Zimpel — xyxy=(273,885,329,901)
left-page-line: 34 ✉ Harb xyxy=(0,778,58,794)
directory-entry: — Heinr, DamMod ☎ 40 07 60, Lappenbergsallee 45 ✉ 19 xyxy=(915,357,1193,390)
directory-entry: — Wilh, Pens, Klgv „Dulsberg“, Parz 310 ✉ 43 xyxy=(595,612,851,628)
left-page-line: hAng, Lornsenstr 3 xyxy=(0,984,103,1000)
